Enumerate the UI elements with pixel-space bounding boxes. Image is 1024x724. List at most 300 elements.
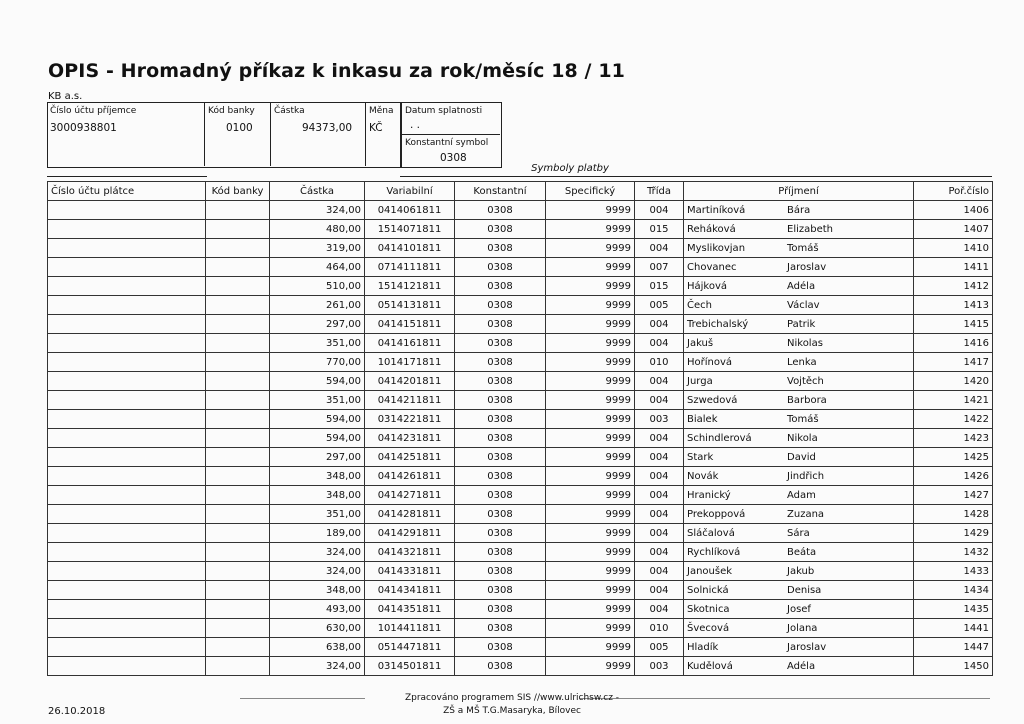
bank-code-cell [206, 258, 270, 277]
surname: Szwedová [687, 394, 738, 406]
name-cell [684, 334, 914, 353]
order-number-cell: 1429 [914, 524, 993, 543]
payer-account-cell [48, 638, 206, 657]
order-number-cell: 1421 [914, 391, 993, 410]
table-row [48, 486, 993, 505]
class-cell: 004 [635, 581, 684, 600]
bank-code-cell [206, 429, 270, 448]
order-number-cell: 1441 [914, 619, 993, 638]
specific-symbol-cell: 9999 [546, 600, 635, 619]
payer-account-cell [48, 543, 206, 562]
order-number-cell: 1435 [914, 600, 993, 619]
constant-symbol-cell: 0308 [455, 448, 546, 467]
constant-symbol-cell: 0308 [455, 334, 546, 353]
amount-cell: 480,00 [270, 220, 365, 239]
amount-cell: 324,00 [270, 543, 365, 562]
order-number-cell: 1416 [914, 334, 993, 353]
bank-code-cell [206, 505, 270, 524]
table-row [48, 239, 993, 258]
bank-code-cell [206, 467, 270, 486]
amount-cell: 348,00 [270, 581, 365, 600]
payer-account-cell [48, 258, 206, 277]
payer-account-cell [48, 581, 206, 600]
payer-account-cell [48, 562, 206, 581]
col-class: Třída [635, 182, 684, 201]
bank-code-cell [206, 296, 270, 315]
specific-symbol-cell: 9999 [546, 448, 635, 467]
name-cell [684, 505, 914, 524]
table-row [48, 258, 993, 277]
amount-cell: 319,00 [270, 239, 365, 258]
bank-code-cell [206, 353, 270, 372]
class-cell: 007 [635, 258, 684, 277]
order-number-cell: 1413 [914, 296, 993, 315]
first-name: Jakub [787, 565, 815, 577]
constant-symbol-cell: 0308 [455, 467, 546, 486]
class-cell: 010 [635, 619, 684, 638]
constant-symbol-cell: 0308 [455, 429, 546, 448]
name-cell [684, 239, 914, 258]
variable-symbol-cell: 1014411811 [365, 619, 455, 638]
first-name: Adéla [787, 280, 816, 292]
payer-account-cell [48, 448, 206, 467]
order-number-cell: 1423 [914, 429, 993, 448]
specific-symbol-cell: 9999 [546, 277, 635, 296]
bank-code-cell [206, 372, 270, 391]
col-bank-code: Kód banky [206, 182, 270, 201]
first-name: Barbora [787, 394, 827, 406]
variable-symbol-cell: 0414331811 [365, 562, 455, 581]
class-cell: 004 [635, 334, 684, 353]
payer-account-cell [48, 315, 206, 334]
bank-code-cell [206, 239, 270, 258]
table-row [48, 201, 993, 220]
bank-code-cell [206, 562, 270, 581]
table-row [48, 372, 993, 391]
specific-symbol-cell: 9999 [546, 353, 635, 372]
bank-code-cell [206, 277, 270, 296]
table-row [48, 600, 993, 619]
amount-cell: 348,00 [270, 486, 365, 505]
name-cell [684, 486, 914, 505]
payer-account-cell [48, 505, 206, 524]
col-payer-account: Číslo účtu plátce [48, 182, 206, 201]
class-cell: 004 [635, 315, 684, 334]
constant-symbol-cell: 0308 [455, 638, 546, 657]
payer-account-cell [48, 600, 206, 619]
specific-symbol-cell: 9999 [546, 296, 635, 315]
table-row [48, 410, 993, 429]
specific-symbol-cell: 9999 [546, 619, 635, 638]
class-cell: 004 [635, 486, 684, 505]
class-cell: 005 [635, 638, 684, 657]
constant-symbol-cell: 0308 [455, 315, 546, 334]
first-name: Tomáš [787, 242, 819, 254]
constant-symbol-cell: 0308 [455, 505, 546, 524]
table-row [48, 581, 993, 600]
order-number-cell: 1415 [914, 315, 993, 334]
payer-account-cell [48, 277, 206, 296]
constant-symbol-cell: 0308 [455, 277, 546, 296]
bank-code-cell [206, 334, 270, 353]
variable-symbol-cell: 0414281811 [365, 505, 455, 524]
due-date-value: . . [410, 119, 421, 131]
amount-cell: 464,00 [270, 258, 365, 277]
first-name: Zuzana [787, 508, 825, 520]
amount-cell: 630,00 [270, 619, 365, 638]
name-cell [684, 296, 914, 315]
constant-symbol-cell: 0308 [455, 201, 546, 220]
variable-symbol-cell: 0414321811 [365, 543, 455, 562]
surname: Trebichalský [687, 318, 749, 330]
first-name: Elizabeth [787, 223, 834, 235]
constant-symbol-label: Konstantní symbol [405, 138, 489, 148]
surname: Novák [687, 470, 719, 482]
variable-symbol-cell: 1514071811 [365, 220, 455, 239]
constant-symbol-cell: 0308 [455, 239, 546, 258]
constant-symbol-cell: 0308 [455, 391, 546, 410]
surname: Sláčalová [687, 527, 735, 539]
first-name: Adam [787, 489, 816, 501]
variable-symbol-cell: 0314221811 [365, 410, 455, 429]
constant-symbol-cell: 0308 [455, 619, 546, 638]
variable-symbol-cell: 1014171811 [365, 353, 455, 372]
class-cell: 004 [635, 201, 684, 220]
bank-code-label: Kód banky [208, 106, 255, 116]
bank-code-cell [206, 524, 270, 543]
variable-symbol-cell: 0414341811 [365, 581, 455, 600]
class-cell: 004 [635, 448, 684, 467]
first-name: Adéla [787, 660, 816, 672]
bank-code-cell [206, 220, 270, 239]
order-number-cell: 1447 [914, 638, 993, 657]
class-cell: 005 [635, 296, 684, 315]
specific-symbol-cell: 9999 [546, 486, 635, 505]
order-number-cell: 1422 [914, 410, 993, 429]
specific-symbol-cell: 9999 [546, 581, 635, 600]
surname: Švecová [687, 622, 730, 634]
specific-symbol-cell: 9999 [546, 220, 635, 239]
variable-symbol-cell: 0314501811 [365, 657, 455, 676]
table-row [48, 543, 993, 562]
variable-symbol-cell: 0414251811 [365, 448, 455, 467]
specific-symbol-cell: 9999 [546, 391, 635, 410]
first-name: Bára [787, 204, 811, 216]
constant-symbol-cell: 0308 [455, 524, 546, 543]
order-number-cell: 1432 [914, 543, 993, 562]
order-number-cell: 1427 [914, 486, 993, 505]
first-name: Vojtěch [787, 375, 824, 387]
table-row [48, 562, 993, 581]
name-cell [684, 600, 914, 619]
amount-cell: 297,00 [270, 448, 365, 467]
specific-symbol-cell: 9999 [546, 315, 635, 334]
table-header-row [48, 182, 993, 201]
class-cell: 004 [635, 505, 684, 524]
constant-symbol-cell: 0308 [455, 486, 546, 505]
specific-symbol-cell: 9999 [546, 334, 635, 353]
constant-symbol-cell: 0308 [455, 353, 546, 372]
name-cell [684, 581, 914, 600]
name-cell [684, 258, 914, 277]
surname: Hájková [687, 280, 728, 292]
amount-cell: 297,00 [270, 315, 365, 334]
surname: Kudělová [687, 660, 733, 672]
order-number-cell: 1406 [914, 201, 993, 220]
variable-symbol-cell: 0414291811 [365, 524, 455, 543]
class-cell: 004 [635, 543, 684, 562]
table-row [48, 391, 993, 410]
table-row [48, 353, 993, 372]
processed-by: Zpracováno programem SIS //www.ulrichsw.cz - [404, 693, 620, 703]
due-date-label: Datum splatnosti [405, 106, 483, 116]
payments-table [47, 181, 993, 676]
bank-code-cell [206, 201, 270, 220]
amount-cell: 324,00 [270, 562, 365, 581]
payer-account-cell [48, 486, 206, 505]
name-cell [684, 429, 914, 448]
class-cell: 004 [635, 524, 684, 543]
name-cell [684, 315, 914, 334]
amount-cell: 638,00 [270, 638, 365, 657]
constant-symbol-cell: 0308 [455, 220, 546, 239]
payer-account-cell [48, 372, 206, 391]
first-name: Václav [787, 299, 820, 311]
bank-code-cell [206, 391, 270, 410]
first-name: Patrik [787, 318, 816, 330]
recipient-account-label: Číslo účtu příjemce [50, 106, 137, 116]
order-number-cell: 1417 [914, 353, 993, 372]
recipient-account-value: 3000938801 [50, 122, 117, 134]
surname: Skotnica [687, 603, 730, 615]
amount-cell: 493,00 [270, 600, 365, 619]
order-number-cell: 1412 [914, 277, 993, 296]
variable-symbol-cell: 0414061811 [365, 201, 455, 220]
name-cell [684, 391, 914, 410]
first-name: Jaroslav [787, 641, 827, 653]
first-name: Josef [787, 603, 811, 615]
print-date: 26.10.2018 [48, 706, 106, 717]
bank-code-cell [206, 410, 270, 429]
first-name: Jolana [787, 622, 818, 634]
table-row [48, 638, 993, 657]
constant-symbol-cell: 0308 [455, 562, 546, 581]
class-cell: 015 [635, 220, 684, 239]
amount-cell: 351,00 [270, 334, 365, 353]
class-cell: 015 [635, 277, 684, 296]
col-variable: Variabilní [365, 182, 455, 201]
payer-account-cell [48, 353, 206, 372]
order-number-cell: 1407 [914, 220, 993, 239]
bank-name: KB a.s. [48, 91, 83, 102]
name-cell [684, 638, 914, 657]
specific-symbol-cell: 9999 [546, 543, 635, 562]
specific-symbol-cell: 9999 [546, 201, 635, 220]
surname: Schindlerová [687, 432, 752, 444]
amount-cell: 351,00 [270, 505, 365, 524]
surname: Stark [687, 451, 714, 463]
specific-symbol-cell: 9999 [546, 638, 635, 657]
class-cell: 004 [635, 391, 684, 410]
bank-code-cell [206, 657, 270, 676]
variable-symbol-cell: 0414231811 [365, 429, 455, 448]
surname: Jakuš [687, 337, 714, 349]
payer-account-cell [48, 391, 206, 410]
class-cell: 003 [635, 410, 684, 429]
name-cell [684, 353, 914, 372]
amount-cell: 770,00 [270, 353, 365, 372]
payer-account-cell [48, 296, 206, 315]
class-cell: 004 [635, 372, 684, 391]
amount-label: Částka [274, 106, 305, 116]
payer-account-cell [48, 619, 206, 638]
surname: Rychlíková [687, 546, 741, 558]
first-name: Beáta [787, 546, 817, 558]
specific-symbol-cell: 9999 [546, 372, 635, 391]
table-row [48, 220, 993, 239]
amount-cell: 324,00 [270, 657, 365, 676]
school-name: ZŠ a MŠ T.G.Masaryka, Bílovec [443, 706, 581, 716]
payer-account-cell [48, 657, 206, 676]
amount-cell: 348,00 [270, 467, 365, 486]
name-cell [684, 619, 914, 638]
order-number-cell: 1426 [914, 467, 993, 486]
table-row [48, 315, 993, 334]
surname: Hladík [687, 641, 719, 653]
table-row [48, 657, 993, 676]
constant-symbol-cell: 0308 [455, 296, 546, 315]
class-cell: 003 [635, 657, 684, 676]
name-cell [684, 562, 914, 581]
order-number-cell: 1433 [914, 562, 993, 581]
name-cell [684, 657, 914, 676]
variable-symbol-cell: 1514121811 [365, 277, 455, 296]
specific-symbol-cell: 9999 [546, 505, 635, 524]
table-row [48, 334, 993, 353]
bank-code-cell [206, 543, 270, 562]
surname: Čech [687, 299, 712, 311]
constant-symbol-cell: 0308 [455, 543, 546, 562]
amount-cell: 594,00 [270, 429, 365, 448]
variable-symbol-cell: 0414351811 [365, 600, 455, 619]
bank-code-cell [206, 581, 270, 600]
bank-code-cell [206, 600, 270, 619]
specific-symbol-cell: 9999 [546, 258, 635, 277]
surname: Jurga [687, 375, 713, 387]
surname: Bialek [687, 413, 718, 425]
variable-symbol-cell: 0514131811 [365, 296, 455, 315]
amount-cell: 594,00 [270, 372, 365, 391]
bank-code-cell [206, 619, 270, 638]
variable-symbol-cell: 0414271811 [365, 486, 455, 505]
amount-value: 94373,00 [302, 122, 353, 134]
order-number-cell: 1411 [914, 258, 993, 277]
first-name: Denisa [787, 584, 822, 596]
first-name: Jindřich [787, 470, 825, 482]
order-number-cell: 1425 [914, 448, 993, 467]
variable-symbol-cell: 0414211811 [365, 391, 455, 410]
currency-value: KČ [369, 122, 383, 134]
table-row [48, 505, 993, 524]
constant-symbol-cell: 0308 [455, 372, 546, 391]
variable-symbol-cell: 0514471811 [365, 638, 455, 657]
payer-account-cell [48, 201, 206, 220]
bank-code-cell [206, 638, 270, 657]
table-row [48, 429, 993, 448]
constant-symbol-cell: 0308 [455, 600, 546, 619]
payer-account-cell [48, 220, 206, 239]
order-number-cell: 1428 [914, 505, 993, 524]
constant-symbol-cell: 0308 [455, 258, 546, 277]
variable-symbol-cell: 0414201811 [365, 372, 455, 391]
table-row [48, 524, 993, 543]
col-order: Poř.číslo [914, 182, 993, 201]
first-name: Lenka [787, 356, 817, 368]
order-number-cell: 1410 [914, 239, 993, 258]
name-cell [684, 467, 914, 486]
amount-cell: 594,00 [270, 410, 365, 429]
amount-cell: 189,00 [270, 524, 365, 543]
payment-symbols-label: Symboly platby [531, 163, 609, 174]
variable-symbol-cell: 0414151811 [365, 315, 455, 334]
order-number-cell: 1450 [914, 657, 993, 676]
surname: Chovanec [687, 261, 737, 273]
col-constant: Konstantní [455, 182, 546, 201]
surname: Hořínová [687, 356, 733, 368]
col-specific: Specifický [546, 182, 635, 201]
surname: Reháková [687, 223, 736, 235]
class-cell: 004 [635, 467, 684, 486]
class-cell: 010 [635, 353, 684, 372]
specific-symbol-cell: 9999 [546, 410, 635, 429]
name-cell [684, 220, 914, 239]
constant-symbol-cell: 0308 [455, 657, 546, 676]
table-row [48, 619, 993, 638]
class-cell: 004 [635, 562, 684, 581]
payer-account-cell [48, 524, 206, 543]
constant-symbol-value: 0308 [440, 152, 467, 164]
payer-account-cell [48, 467, 206, 486]
specific-symbol-cell: 9999 [546, 657, 635, 676]
payer-account-cell [48, 239, 206, 258]
class-cell: 004 [635, 239, 684, 258]
payer-account-cell [48, 429, 206, 448]
specific-symbol-cell: 9999 [546, 239, 635, 258]
name-cell [684, 543, 914, 562]
table-row [48, 448, 993, 467]
surname: Myslikovjan [687, 242, 746, 254]
surname: Hranický [687, 489, 731, 501]
class-cell: 004 [635, 600, 684, 619]
class-cell: 004 [635, 429, 684, 448]
col-amount: Částka [270, 182, 365, 201]
table-row [48, 467, 993, 486]
bank-code-value: 0100 [226, 122, 253, 134]
specific-symbol-cell: 9999 [546, 524, 635, 543]
amount-cell: 510,00 [270, 277, 365, 296]
payer-account-cell [48, 334, 206, 353]
name-cell [684, 372, 914, 391]
table-row [48, 277, 993, 296]
constant-symbol-cell: 0308 [455, 410, 546, 429]
document-title: OPIS - Hromadný příkaz k inkasu za rok/měsíc 18 / 11 [48, 60, 625, 82]
name-cell [684, 448, 914, 467]
variable-symbol-cell: 0414261811 [365, 467, 455, 486]
first-name: Jaroslav [787, 261, 827, 273]
table-row [48, 296, 993, 315]
surname: Martiníková [687, 204, 746, 216]
variable-symbol-cell: 0414161811 [365, 334, 455, 353]
